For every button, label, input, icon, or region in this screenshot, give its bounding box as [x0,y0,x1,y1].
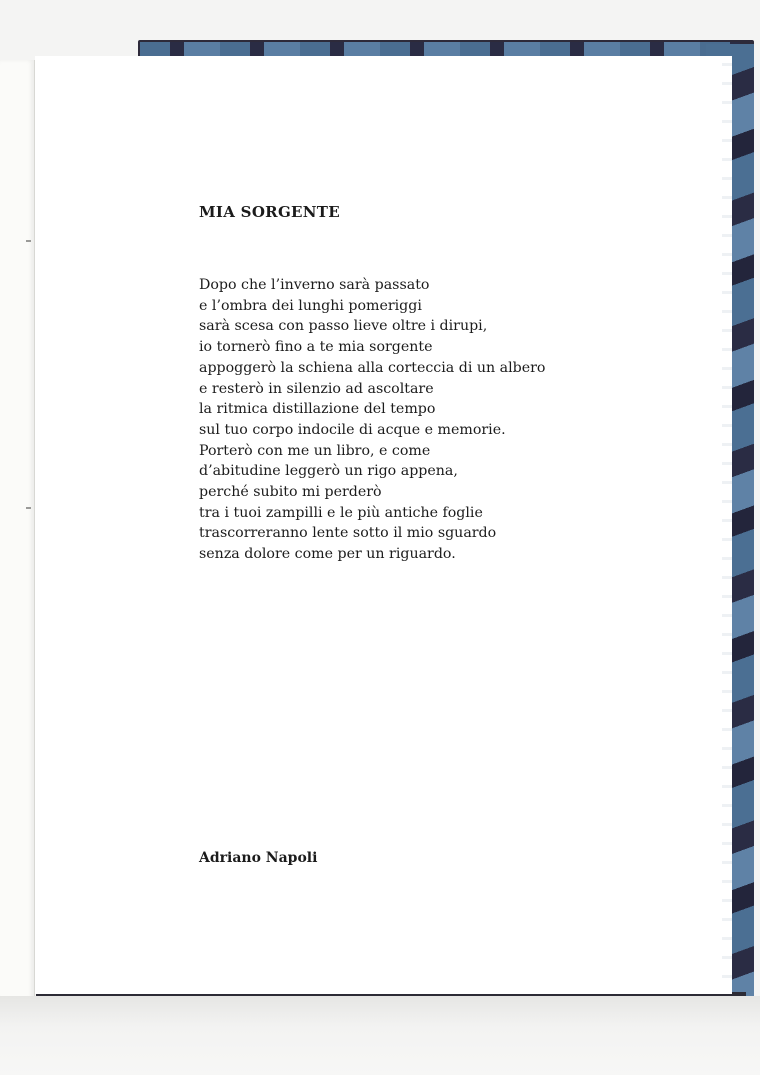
poem-line: perché subito mi perderò [199,484,382,501]
poem-line: Porterò con me un libro, e come [199,442,431,459]
poem-line: senza dolore come per un riguardo. [199,546,456,563]
page-mark [26,240,31,242]
poem-title: MIA SORGENTE [199,203,340,221]
poem-line: sul tuo corpo indocile di acque e memorie. [199,421,506,438]
poem-line: io tornerò fino a te mia sorgente [199,339,433,356]
poem-author: Adriano Napoli [199,850,318,866]
poem-body [199,275,545,565]
marbled-endpaper-top [140,42,740,56]
poem-line: la ritmica distillazione del tempo [199,401,436,418]
previous-page-edge [0,60,35,1000]
poem-line: e resterò in silenzio ad ascoltare [199,380,434,397]
poem-line: sarà scesa con passo lieve oltre i dirupi, [199,318,488,335]
poem-line: tra i tuoi zampilli e le più antiche foglie [199,504,483,521]
poem-line: appoggerò la schiena alla corteccia di un albero [199,359,546,376]
page-mark [26,507,31,509]
poem-line: Dopo che l’inverno sarà passato [199,277,430,293]
poem-line: e l’ombra dei lunghi pomeriggi [199,297,422,314]
deckled-edge [722,56,732,994]
poem-line: d’abitudine leggerò un rigo appena, [199,463,458,480]
scan-background [0,996,760,1075]
poem-line: trascorreranno lente sotto il mio sguardo [199,525,497,542]
